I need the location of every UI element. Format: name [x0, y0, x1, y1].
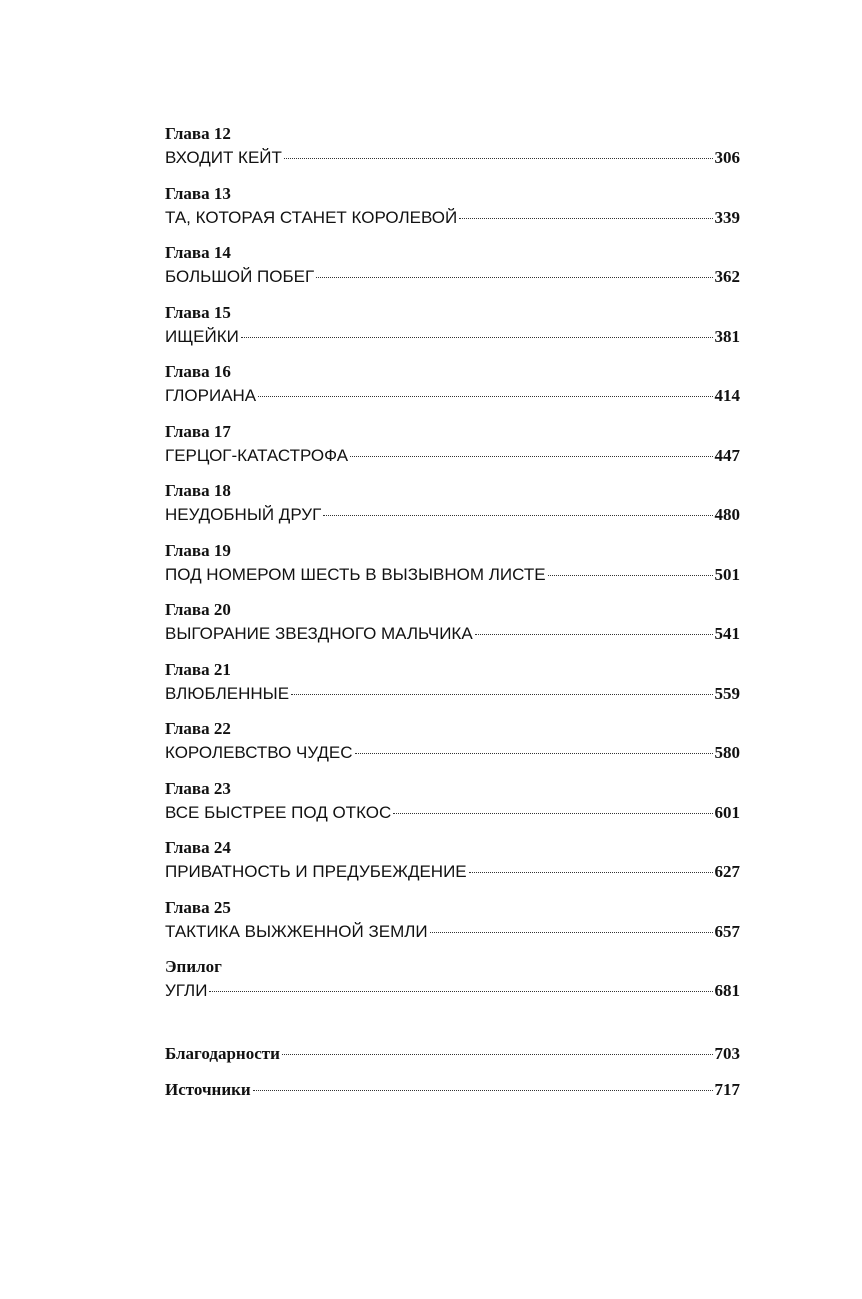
toc-entry[interactable]: [165, 953, 740, 1013]
toc-entry[interactable]: [165, 834, 740, 894]
toc-entry[interactable]: [165, 180, 740, 240]
chapter-label: Глава 12: [165, 124, 231, 143]
toc-entry[interactable]: [165, 715, 740, 775]
entry-line: [165, 267, 740, 287]
chapter-title: ТАКТИКА ВЫЖЖЕННОЙ ЗЕМЛИ: [165, 921, 428, 941]
entry-line: [165, 922, 740, 942]
dot-leader: [430, 932, 713, 933]
chapter-title: ТА, КОТОРАЯ СТАНЕТ КОРОЛЕВОЙ: [165, 207, 458, 227]
page-number: 447: [714, 445, 740, 465]
chapter-title: ГЛОРИАНА: [165, 386, 257, 405]
backmatter-title: Благодарности: [165, 1044, 280, 1063]
backmatter-title: Источники: [165, 1080, 251, 1099]
dot-leader: [258, 396, 712, 397]
dot-leader: [253, 1090, 713, 1091]
chapter-title: ВХОДИТ КЕЙТ: [165, 148, 282, 167]
dot-leader: [241, 337, 713, 338]
entry-line: [165, 565, 740, 585]
entry-line: [165, 981, 740, 1001]
page-number: 306: [714, 148, 740, 167]
chapter-title: ИЩЕЙКИ: [165, 326, 239, 346]
entry-line: [165, 327, 740, 347]
page-number: 414: [714, 386, 740, 405]
table-of-contents: [165, 120, 740, 1013]
page-number: 559: [714, 683, 740, 703]
toc-entry[interactable]: [165, 537, 740, 597]
entry-line: [165, 862, 740, 882]
entry-line: [165, 743, 740, 763]
chapter-label: Глава 16: [165, 362, 231, 381]
page-number: 627: [714, 862, 740, 881]
entry-line: [165, 624, 740, 644]
toc-entry-acknowledgements[interactable]: [165, 1044, 740, 1080]
toc-entry-sources[interactable]: [165, 1080, 740, 1116]
dot-leader: [291, 694, 712, 695]
entry-line: [165, 803, 740, 823]
dot-leader: [350, 456, 712, 457]
chapter-label: Глава 13: [165, 183, 231, 203]
chapter-title: НЕУДОБНЫЙ ДРУГ: [165, 505, 322, 524]
dot-leader: [282, 1054, 713, 1055]
dot-leader: [475, 634, 713, 635]
entry-line: [165, 208, 740, 228]
dot-leader: [355, 753, 713, 754]
chapter-label: Глава 20: [165, 600, 231, 619]
toc-entry[interactable]: [165, 120, 740, 180]
dot-leader: [323, 515, 712, 516]
chapter-title: ВЛЮБЛЕННЫЕ: [165, 683, 290, 703]
page-number: 703: [714, 1044, 740, 1063]
dot-leader: [548, 575, 713, 576]
chapter-label: Глава 15: [165, 302, 231, 322]
chapter-label: Глава 22: [165, 719, 231, 738]
chapter-label: Глава 17: [165, 421, 231, 441]
entry-line: [165, 684, 740, 704]
entry-line: [165, 386, 740, 406]
chapter-title: ПОД НОМЕРОМ ШЕСТЬ В ВЫЗЫВНОМ ЛИСТЕ: [165, 564, 546, 584]
chapter-label: Глава 25: [165, 897, 231, 917]
dot-leader: [393, 813, 712, 814]
toc-entry[interactable]: [165, 894, 740, 954]
chapter-label: Глава 18: [165, 481, 231, 500]
toc-entry[interactable]: [165, 299, 740, 359]
chapter-label: Глава 24: [165, 838, 231, 857]
entry-line: [165, 505, 740, 525]
toc-entry[interactable]: [165, 656, 740, 716]
page-number: 381: [714, 326, 740, 346]
chapter-label: Глава 23: [165, 778, 231, 798]
epilogue-label: Эпилог: [165, 957, 222, 976]
toc-entry[interactable]: [165, 596, 740, 656]
toc-entry[interactable]: [165, 477, 740, 537]
page-number: 601: [714, 802, 740, 822]
page-number: 681: [714, 981, 740, 1000]
page-number: 501: [714, 564, 740, 584]
chapter-title: КОРОЛЕВСТВО ЧУДЕС: [165, 743, 353, 762]
chapter-label: Глава 19: [165, 540, 231, 560]
toc-entry[interactable]: [165, 239, 740, 299]
chapter-title: ВЫГОРАНИЕ ЗВЕЗДНОГО МАЛЬЧИКА: [165, 624, 473, 643]
page-number: 541: [714, 624, 740, 643]
page-number: 580: [714, 743, 740, 762]
dot-leader: [469, 872, 713, 873]
dot-leader: [209, 991, 712, 992]
dot-leader: [284, 158, 713, 159]
dot-leader: [459, 218, 712, 219]
chapter-title: ПРИВАТНОСТЬ И ПРЕДУБЕЖДЕНИЕ: [165, 862, 467, 881]
toc-entry[interactable]: [165, 358, 740, 418]
page-number: 480: [714, 505, 740, 524]
chapter-title: ВСЕ БЫСТРЕЕ ПОД ОТКОС: [165, 802, 392, 822]
entry-line: [165, 148, 740, 168]
backmatter-list: [165, 1044, 740, 1116]
dot-leader: [316, 277, 712, 278]
page-number: 717: [714, 1080, 740, 1099]
toc-entry[interactable]: [165, 418, 740, 478]
chapter-title: ГЕРЦОГ-КАТАСТРОФА: [165, 445, 349, 465]
page-number: 657: [714, 921, 740, 941]
page-number: 339: [714, 207, 740, 227]
page-number: 362: [714, 267, 740, 286]
chapter-label: Глава 14: [165, 243, 231, 262]
entry-line: [165, 446, 740, 466]
chapter-label: Глава 21: [165, 659, 231, 679]
toc-entry[interactable]: [165, 775, 740, 835]
chapter-title: УГЛИ: [165, 981, 208, 1000]
chapter-title: БОЛЬШОЙ ПОБЕГ: [165, 267, 315, 286]
